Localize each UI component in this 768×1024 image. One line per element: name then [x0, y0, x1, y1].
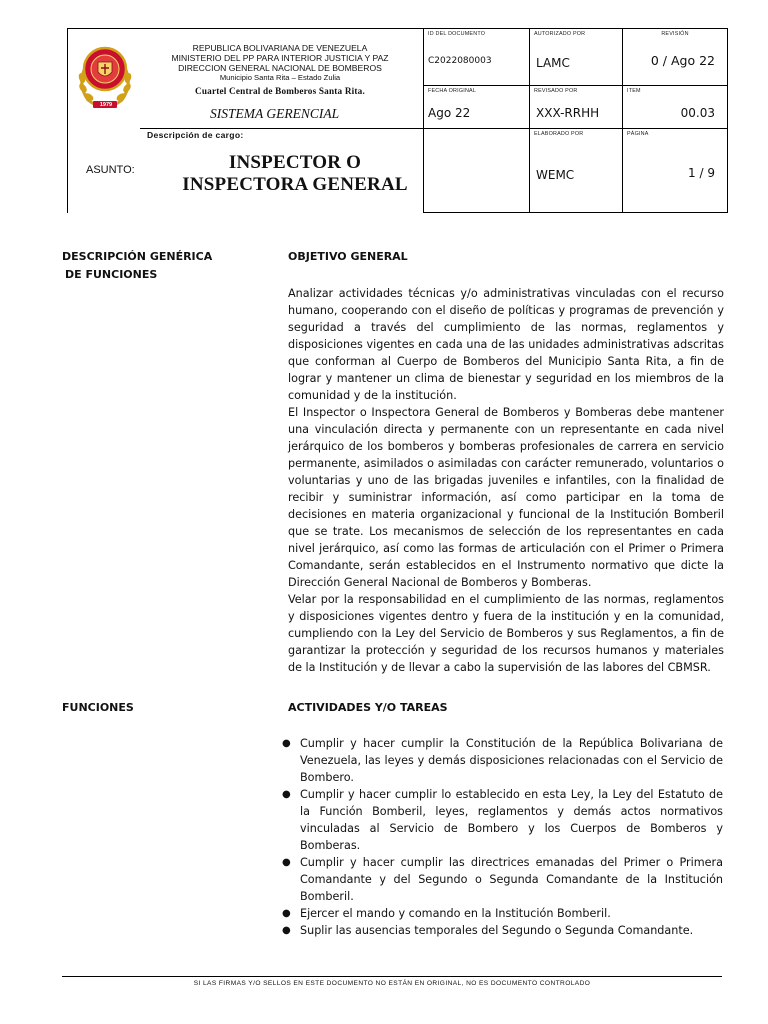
bullet-icon: ● [282, 925, 291, 936]
footer-note: SI LAS FIRMAS Y/O SELLOS EN ESTE DOCUMENTO NO ESTÁN EN ORIGINAL, NO ES DOCUMENTO CONTROLADO [193, 980, 591, 987]
fecha-value: Ago 22 [428, 106, 471, 120]
objetivo-paragraph: Analizar actividades técnicas y/o administrativas vinculadas con el recurso humano, cooperando con el diseño de políticas y programas de prevención y seguridad a través del cumplimiento de las normas, reglamentos y disposiciones vigentes en cada una de las unidades administrativas adscritas que conforman al Cuerpo de Bomberos del Municipio Santa Rita, a fin de lograr y mantener un clima de bienestar y seguridad en los miembros de la comunidad y de la institución. [288, 287, 724, 402]
header-left-border [67, 28, 68, 213]
task-text: Suplir las ausencias temporales del Segundo o Segunda Comandante. [300, 924, 694, 937]
pagina-label: PÁGINA [627, 131, 649, 137]
item-label: ITEM [627, 88, 641, 94]
revision-value: 0 / Ago 22 [650, 53, 715, 68]
cell-fecha [424, 86, 530, 129]
objetivo-paragraph: El Inspector o Inspectora General de Bomberos y Bomberas debe mantener una vinculación directa y permanente con un representante en cada nivel jerárquico de los bomberos y bomberas profesionales de carrera en servicio permanente, asimilados o asimiladas con carácter remunerado, voluntarios o voluntarias y uno de las brigadas juveniles e infantiles, con la finalidad de recibir y suministrar información, así como participar en la toma de decisiones en materia organizacional y funcional de la Institución Bomberil que se trate. Los mecanismos de selección de los representantes en cada nivel jerárquico, así como las formas de articulación con el Primer o Primera Comandante, serán establecidos en el Instrumento normativo que dicte la Dirección General Nacional de Bomberos y Bomberas. [288, 406, 724, 589]
autorizado-label: AUTORIZADO POR [534, 31, 586, 37]
cell-blank [424, 129, 530, 212]
descripcion-cargo-label: Descripción de cargo: [147, 130, 244, 140]
bullet-icon: ● [282, 857, 291, 868]
list-item [282, 735, 723, 786]
document-info-grid [423, 28, 728, 213]
cell-id-documento [424, 29, 530, 86]
descripcion-generica-line-2: DE FUNCIONES [65, 268, 158, 281]
cell-elaborado [530, 129, 623, 212]
cargo-title: INSPECTOR O INSPECTORA GENERAL [182, 152, 408, 195]
actividades-heading: ACTIVIDADES Y/O TAREAS [288, 701, 448, 714]
revision-label: REVISIÓN [661, 31, 689, 37]
task-text: Ejercer el mando y comando en la Institución Bomberil. [300, 907, 611, 920]
sistema-gerencial: SISTEMA GERENCIAL [210, 106, 340, 121]
objetivo-paragraph: Velar por la responsabilidad en el cumplimiento de las normas, reglamentos y disposiciones vigentes dentro y fuera de la institución y en la comunidad, cumpliendo con la Ley del Servicio de Bomberos y sus Reglamentos, a fin de garantizar la protección y seguridad de los recursos humanos y materiales de la Institución y de llevar a cabo la supervisión de las labores del CBMSR. [288, 593, 724, 674]
asunto-label: ASUNTO: [86, 164, 135, 176]
cell-revisado [530, 86, 623, 129]
organization-block [150, 43, 410, 96]
fecha-label: FECHA ORIGINAL [428, 88, 477, 94]
objetivo-general-heading: OBJETIVO GENERAL [288, 250, 408, 263]
org-line-cuartel: Cuartel Central de Bomberos Santa Rita. [195, 86, 365, 96]
pagina-value: 1 / 9 [688, 166, 715, 180]
task-text: Cumplir y hacer cumplir lo establecido en esta Ley, la Ley del Estatuto de la Función Bomberil, leyes, reglamentos y demás actos normativos vinculadas al Servicio de Bombero y los Cuerpos de Bomberos y Bomberas. [300, 788, 723, 852]
footer-divider [62, 976, 722, 977]
bullet-icon: ● [282, 789, 291, 800]
header-separator [140, 128, 423, 129]
item-value: 00.03 [680, 106, 715, 120]
revisado-label: REVISADO POR [534, 88, 578, 94]
logo-year: 1979 [99, 102, 113, 108]
bullet-icon: ● [282, 738, 291, 749]
org-line-ministerio: MINISTERIO DEL PP PARA INTERIOR JUSTICIA Y PAZ [171, 53, 389, 63]
cell-pagina [623, 129, 727, 212]
list-item [282, 786, 723, 854]
autorizado-value: LAMC [536, 56, 570, 70]
objetivo-general-text [288, 285, 724, 676]
cell-item [623, 86, 727, 129]
task-text: Cumplir y hacer cumplir las directrices emanadas del Primer o Primera Comandante y del Segundo o Segunda Comandante de la Institución Bomberil. [300, 856, 723, 903]
id-documento-label: ID DEL DOCUMENTO [428, 31, 486, 37]
task-list [282, 735, 723, 939]
cell-revision [623, 29, 727, 86]
org-line-republica: REPUBLICA BOLIVARIANA DE VENEZUELA [192, 43, 368, 53]
org-line-direccion: DIRECCION GENERAL NACIONAL DE BOMBEROS [178, 63, 382, 73]
list-item [282, 922, 723, 939]
task-text: Cumplir y hacer cumplir la Constitución de la República Bolivariana de Venezuela, las leyes y demás disposiciones relacionadas con el Servicio de Bombero. [300, 737, 723, 784]
descripcion-generica-line-1: DESCRIPCIÓN GENÉRICA [62, 250, 213, 263]
org-line-municipio: Municipio Santa Rita – Estado Zulia [219, 73, 341, 82]
header-top-border [67, 28, 423, 29]
id-documento-value: C2022080003 [428, 56, 492, 66]
list-item [282, 905, 723, 922]
revisado-value: XXX-RRHH [536, 106, 600, 120]
funciones-heading: FUNCIONES [62, 701, 134, 714]
cell-autorizado [530, 29, 623, 86]
bullet-icon: ● [282, 908, 291, 919]
elaborado-value: WEMC [536, 168, 575, 182]
elaborado-label: ELABORADO POR [534, 131, 584, 137]
list-item [282, 854, 723, 905]
descripcion-generica-heading [62, 248, 212, 284]
